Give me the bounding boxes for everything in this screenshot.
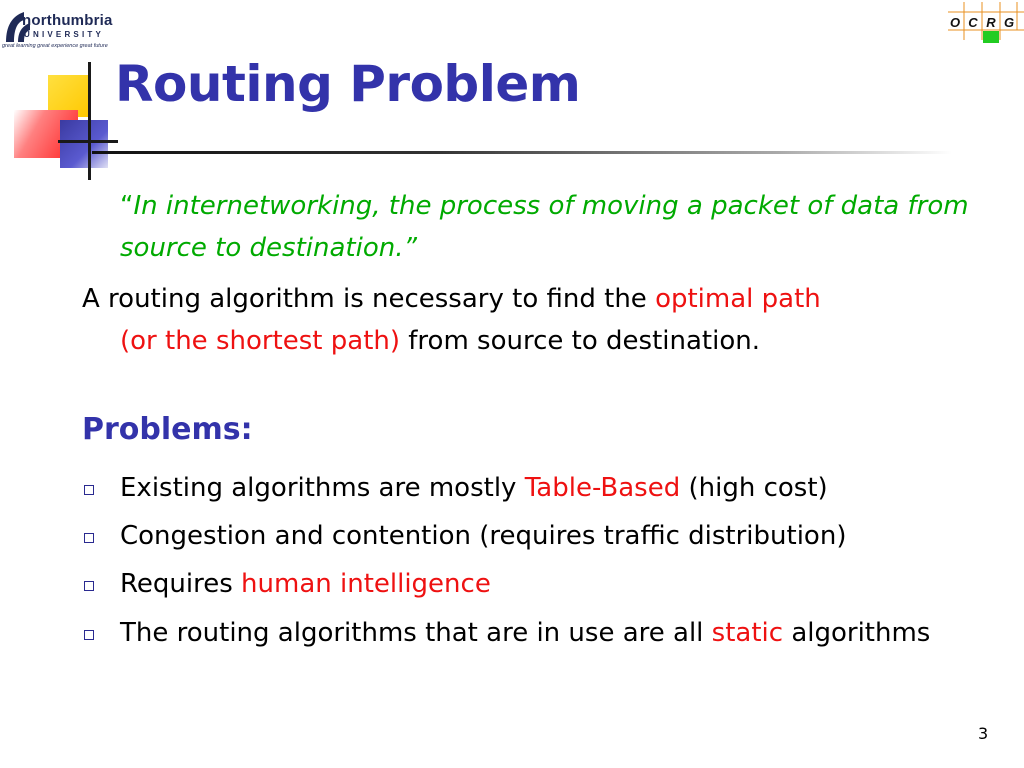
title-underline	[92, 151, 952, 154]
bullet-text: Existing algorithms are mostly	[120, 473, 525, 503]
bullet-highlight: static	[711, 618, 784, 648]
ocrg-letter: G	[1003, 15, 1015, 30]
quote-open-mark: “	[120, 191, 134, 221]
logo-name: northumbria	[22, 12, 113, 29]
ocrg-letter: R	[986, 15, 996, 30]
ocrg-letter: O	[949, 15, 961, 30]
logo-tagline: great learning great experience great future	[2, 43, 108, 49]
bullet-square-icon	[84, 485, 94, 495]
ocrg-letter: C	[968, 15, 978, 30]
bullet-square-icon	[84, 630, 94, 640]
slide-title: Routing Problem	[115, 55, 581, 113]
problems-heading: Problems:	[82, 412, 253, 447]
paragraph-text: from source to destination.	[400, 326, 760, 356]
paragraph-highlight: (or the shortest path)	[120, 326, 401, 356]
paragraph-highlight: optimal path	[655, 284, 821, 314]
paragraph-text: A routing algorithm is necessary to find the	[82, 284, 656, 314]
bullet-square-icon	[84, 581, 94, 591]
definition-quote	[120, 185, 980, 269]
logo-university: UNIVERSITY	[24, 30, 105, 39]
bullet-text: Congestion and contention (requires traffic distribution)	[120, 521, 847, 551]
routing-paragraph	[82, 278, 982, 362]
bullet-text: The routing algorithms that are in use are all	[120, 618, 712, 648]
quote-text: In internetworking, the process of moving a packet of data from source to destination.”	[120, 191, 969, 263]
bullet-text: Requires	[120, 569, 242, 599]
ocrg-logo	[944, 0, 1024, 48]
bullet-text: algorithms	[783, 618, 931, 648]
page-number: 3	[978, 724, 989, 743]
bullet-square-icon	[84, 533, 94, 543]
bullet-highlight: Table-Based	[524, 473, 681, 503]
bullet-highlight: human intelligence	[241, 569, 491, 599]
bullet-text: (high cost)	[680, 473, 828, 503]
